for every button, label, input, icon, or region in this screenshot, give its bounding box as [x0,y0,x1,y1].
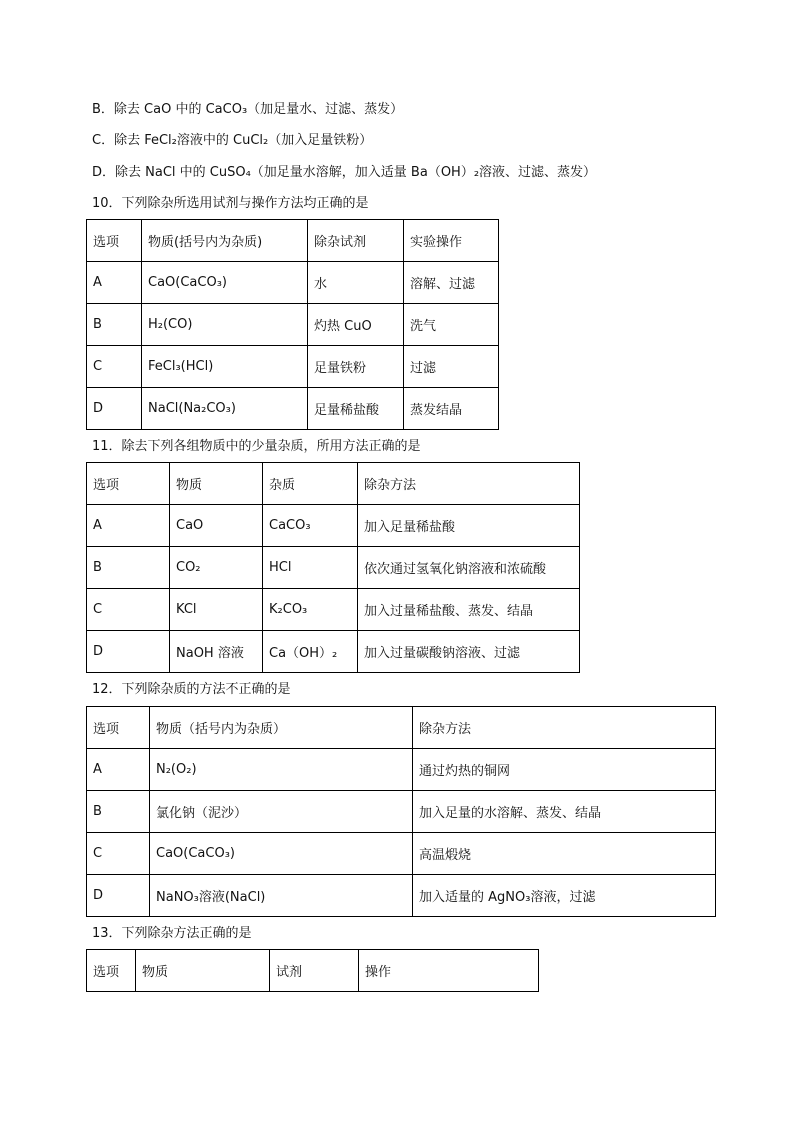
table-cell: C [87,346,142,388]
table-row [87,262,499,304]
table-cell: D [87,875,150,917]
table-row [87,346,499,388]
table-cell: K₂CO₃ [263,589,358,631]
table-header-row [87,220,499,262]
table-cell: 加入足量的水溶解、蒸发、结晶 [413,791,716,833]
table-cell: 加入过量碳酸钠溶液、过滤 [358,631,580,673]
header-cell: 除杂试剂 [308,220,404,262]
table-cell: D [87,388,142,430]
table-header-row [87,463,580,505]
option-b: B．除去 CaO 中的 CaCO₃（加足量水、过滤、蒸发） [92,102,404,117]
table-row [87,631,580,673]
header-cell: 实验操作 [404,220,499,262]
table-cell: 加入适量的 AgNO₃溶液，过滤 [413,875,716,917]
table-cell: CaCO₃ [263,505,358,547]
table-cell: C [87,589,170,631]
table-cell: NaNO₃溶液(NaCl) [150,875,413,917]
question-12-title: 12．下列除杂质的方法不正确的是 [92,682,291,697]
table-cell: B [87,304,142,346]
table-cell: B [87,547,170,589]
header-cell: 物质 [170,463,263,505]
table-cell: 水 [308,262,404,304]
table-cell: 高温煅烧 [413,833,716,875]
table-cell: A [87,749,150,791]
question-11-table [86,462,580,673]
header-cell: 物质（括号内为杂质） [150,707,413,749]
table-cell: NaOH 溶液 [170,631,263,673]
table-row [87,875,716,917]
table-row [87,304,499,346]
table-row [87,388,499,430]
question-11-title: 11．除去下列各组物质中的少量杂质，所用方法正确的是 [92,439,421,454]
table-cell: A [87,505,170,547]
table-cell: 蒸发结晶 [404,388,499,430]
table-cell: N₂(O₂) [150,749,413,791]
header-cell: 试剂 [270,950,359,992]
table-cell: 足量稀盐酸 [308,388,404,430]
table-row [87,833,716,875]
table-cell: 溶解、过滤 [404,262,499,304]
table-cell: H₂(CO) [142,304,308,346]
header-cell: 选项 [87,950,136,992]
table-header-row [87,950,539,992]
header-cell: 选项 [87,463,170,505]
table-row [87,547,580,589]
table-cell: KCl [170,589,263,631]
option-c: C．除去 FeCl₂溶液中的 CuCl₂（加入足量铁粉） [92,133,373,148]
table-cell: NaCl(Na₂CO₃) [142,388,308,430]
header-cell: 物质(括号内为杂质) [142,220,308,262]
header-cell: 杂质 [263,463,358,505]
table-row [87,749,716,791]
table-row [87,791,716,833]
table-cell: 氯化钠（泥沙） [150,791,413,833]
table-cell: 过滤 [404,346,499,388]
table-cell: 通过灼热的铜网 [413,749,716,791]
table-cell: CaO(CaCO₃) [142,262,308,304]
table-cell: A [87,262,142,304]
header-cell: 物质 [136,950,270,992]
table-cell: CaO(CaCO₃) [150,833,413,875]
table-cell: 洗气 [404,304,499,346]
question-13-table [86,949,539,992]
question-12-table [86,706,716,917]
table-cell: 足量铁粉 [308,346,404,388]
table-cell: 依次通过氢氧化钠溶液和浓硫酸 [358,547,580,589]
table-header-row [87,707,716,749]
header-cell: 选项 [87,707,150,749]
header-cell: 操作 [359,950,539,992]
question-10-table [86,219,499,430]
table-cell: FeCl₃(HCl) [142,346,308,388]
table-cell: 加入过量稀盐酸、蒸发、结晶 [358,589,580,631]
table-cell: HCl [263,547,358,589]
table-cell: D [87,631,170,673]
table-cell: C [87,833,150,875]
table-cell: CaO [170,505,263,547]
table-row [87,505,580,547]
table-cell: 灼热 CuO [308,304,404,346]
table-cell: B [87,791,150,833]
option-d: D．除去 NaCl 中的 CuSO₄（加足量水溶解，加入适量 Ba（OH）₂溶液、过滤、蒸发） [92,165,597,180]
table-cell: 加入足量稀盐酸 [358,505,580,547]
question-13-title: 13．下列除杂方法正确的是 [92,926,252,941]
question-10-title: 10．下列除杂所选用试剂与操作方法均正确的是 [92,196,369,211]
table-row [87,589,580,631]
table-cell: Ca（OH）₂ [263,631,358,673]
table-cell: CO₂ [170,547,263,589]
header-cell: 除杂方法 [413,707,716,749]
header-cell: 除杂方法 [358,463,580,505]
header-cell: 选项 [87,220,142,262]
